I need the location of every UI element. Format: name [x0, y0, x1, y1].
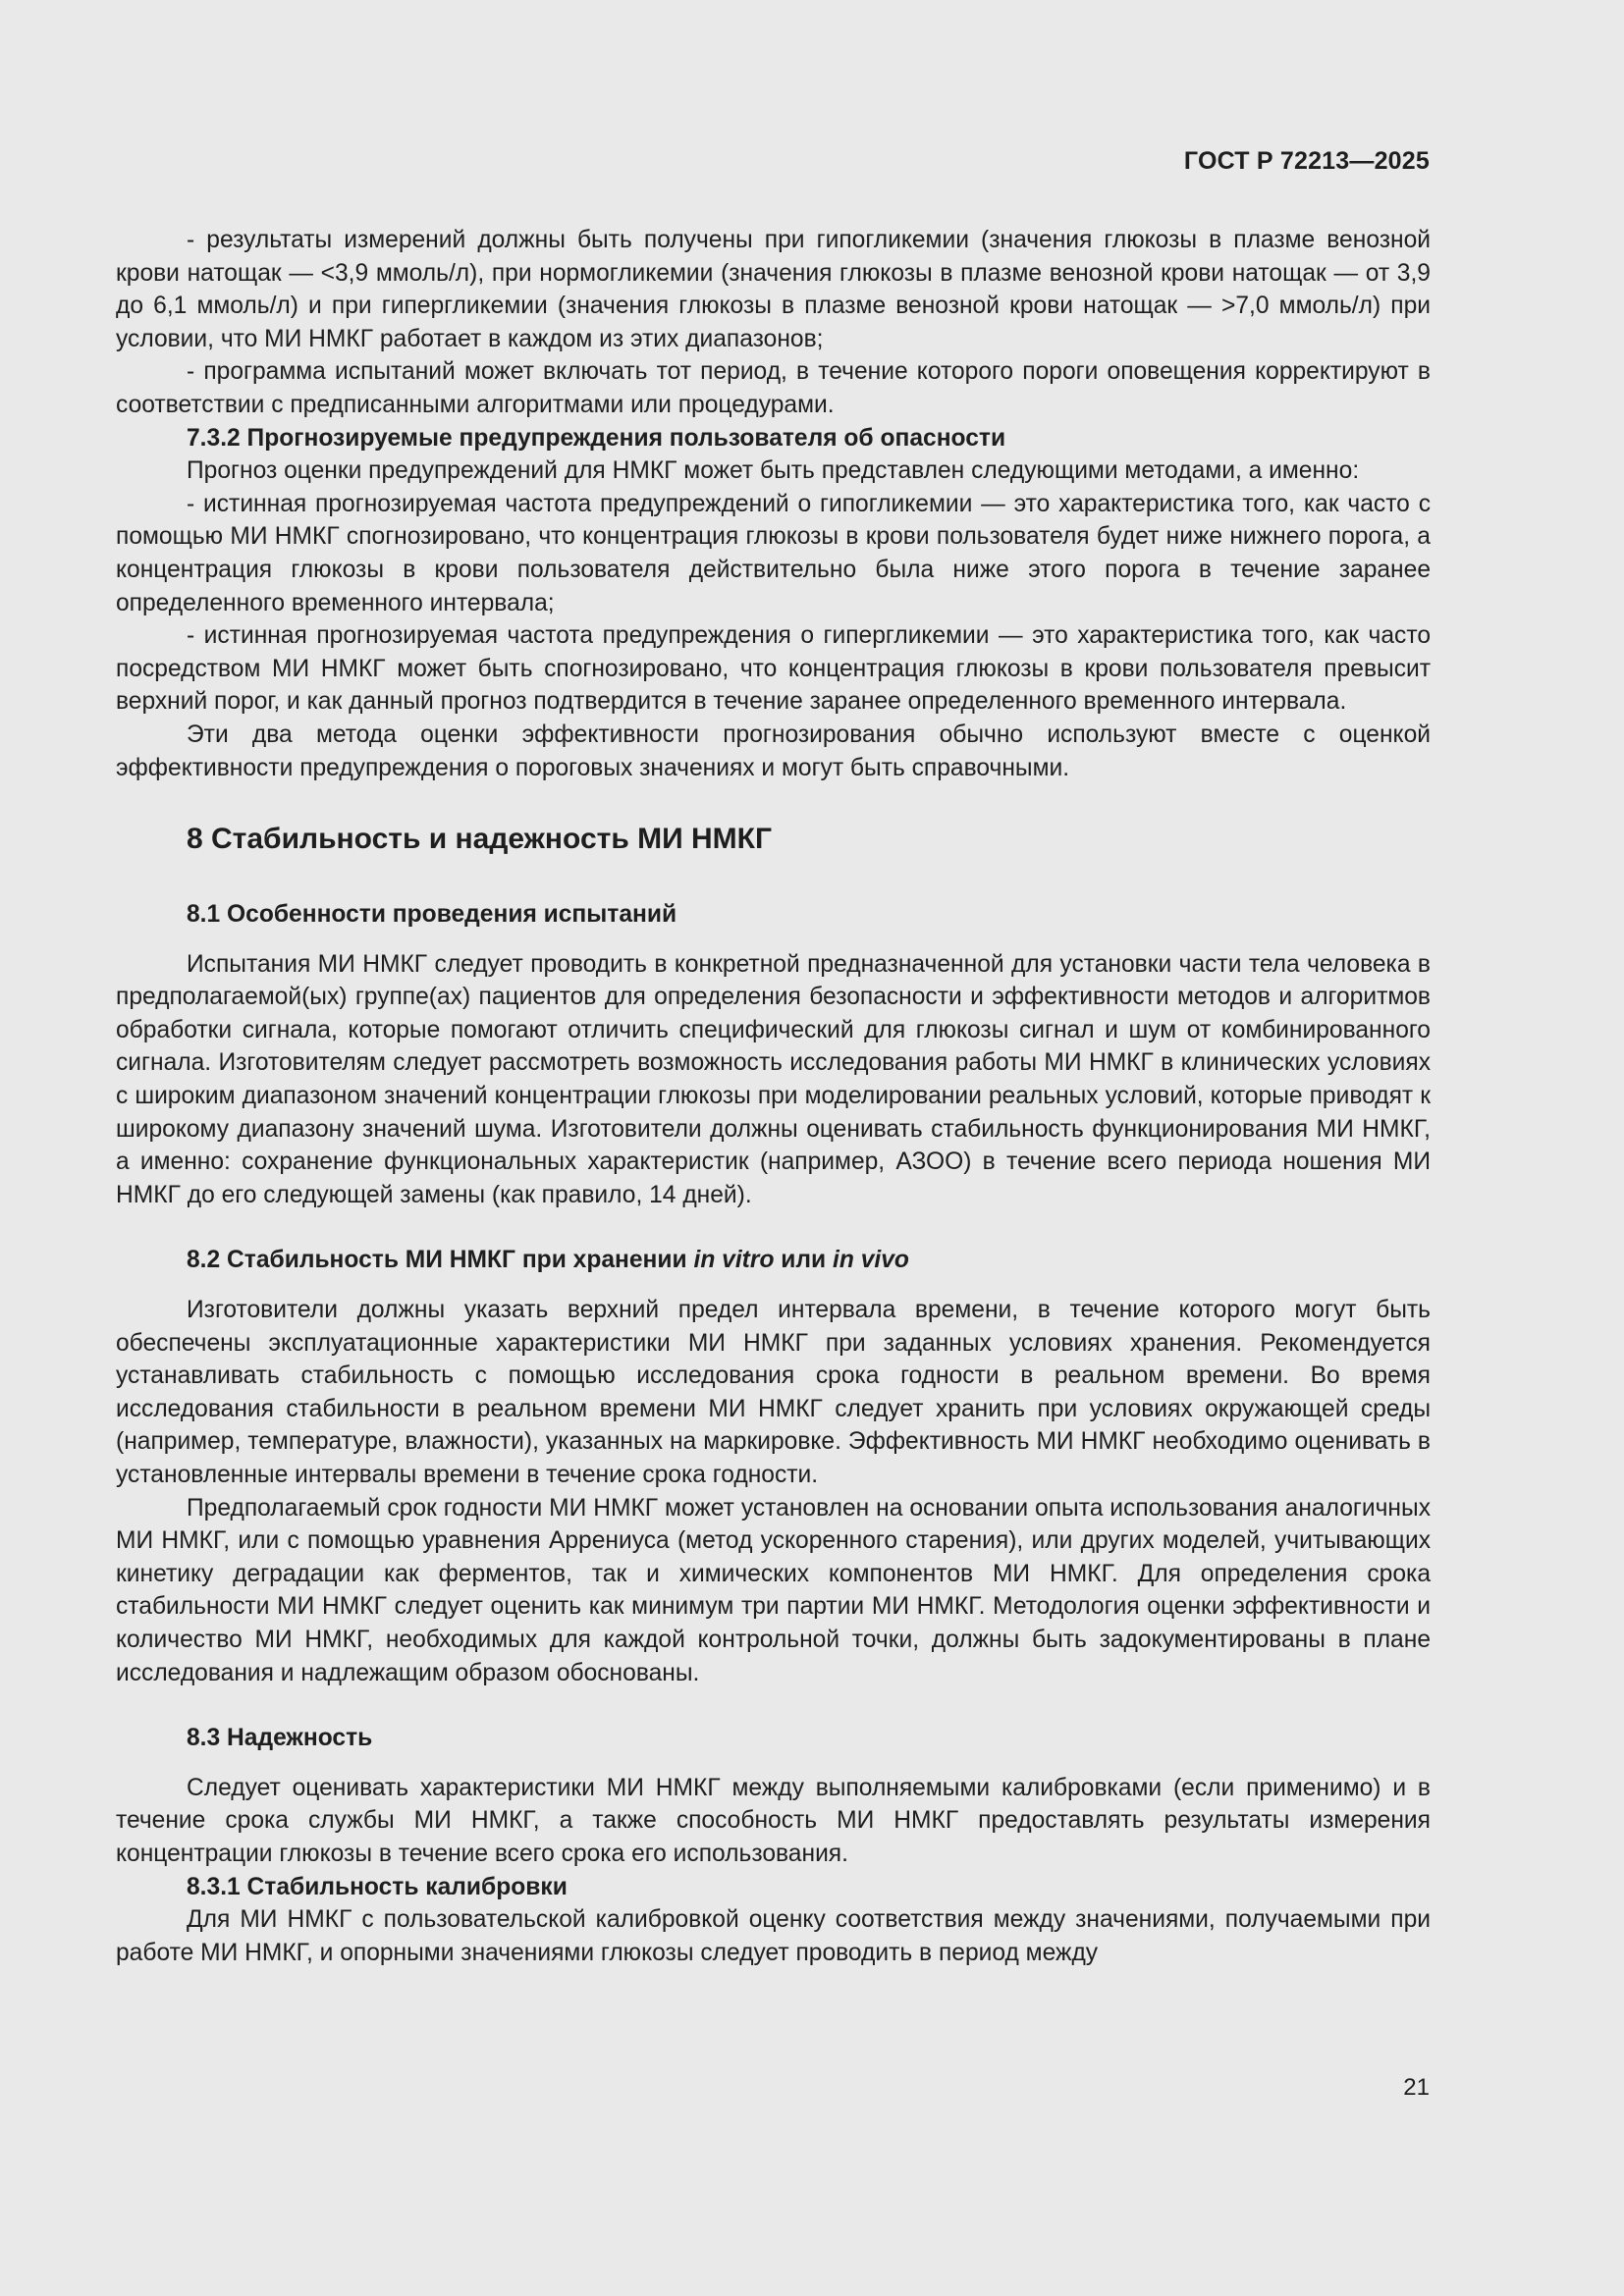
section-heading-8-1: 8.1 Особенности проведения испытаний [187, 901, 677, 929]
paragraph-forecast-methods: Прогноз оценки предупреждений для НМКГ может быть представлен следующими методами, а именно: [187, 457, 1360, 485]
document-body [116, 224, 1431, 1969]
paragraph-calibration-stability: Для МИ НМКГ с пользовательской калибровкой оценку соответствия между значениями, получаемыми при работе МИ НМКГ, и опорными значениями глюкозы следует проводить в период между [116, 1906, 1431, 1966]
subsection-heading-8-3-1: 8.3.1 Стабильность калибровки [187, 1873, 568, 1900]
subsection-heading-7-3-2: 7.3.2 Прогнозируемые предупреждения пользователя об опасности [187, 424, 1006, 452]
section-heading-8-2: 8.2 Стабильность МИ НМКГ при хранении in vitro или in vivo [187, 1247, 909, 1274]
page-number: 21 [1403, 2074, 1430, 2101]
document-standard-header: ГОСТ Р 72213—2025 [1183, 147, 1430, 175]
paragraph-testing-features: Испытания МИ НМКГ следует проводить в конкретной предназначенной для установки части тела человека в предполагаемой(ых) группе(ах) пациентов для определения безопасности и эффективности методов и алгоритмов обработки сигнала, которые помогают отличить специфический для глюкозы сигнал и шум от комбинированного сигнала. Изготовителям следует рассмотреть возможность исследования работы МИ НМКГ в клинических условиях с широким диапазоном значений концентрации глюкозы при моделировании реальных условий, которые приводят к широкому диапазону значений шума. Изготовители должны оценивать стабильность функционирования МИ НМКГ, а именно: сохранение функциональных характеристик (например, АЗОО) в течение всего периода ношения МИ НМКГ до его следующей замены (как правило, 14 дней). [116, 950, 1431, 1208]
paragraph-hyperglycemia-forecast: - истинная прогнозируемая частота предупреждения о гипергликемии — это характеристика того, как часто посредством МИ НМКГ может быть спогнозировано, что концентрация глюкозы в крови пользователя превысит верхний порог, и как данный прогноз подтвердится в течение заранее определенного временного интервала. [116, 622, 1431, 716]
paragraph-storage-stability: Изготовители должны указать верхний предел интервала времени, в течение которого могут быть обеспечены эксплуатационные характеристики МИ НМКГ при заданных условиях хранения. Рекомендуется устанавливать стабильность с помощью исследования срока годности в реальном времени. Во время исследования стабильности в реальном времени МИ НМКГ следует хранить при условиях окружающей среды (например, температуре, влажности), указанных на маркировке. Эффективность МИ НМКГ необходимо оценивать в установленные интервалы времени в течение срока годности. [116, 1297, 1431, 1488]
section-heading-8-3: 8.3 Надежность [187, 1725, 373, 1752]
paragraph-shelf-life: Предполагаемый срок годности МИ НМКГ может установлен на основании опыта использования аналогичных МИ НМКГ, или с помощью уравнения Аррениуса (метод ускоренного старения), или других моделей, учитывающих кинетику деградации как ферментов, так и химических компонентов МИ НМКГ. Для определения срока стабильности МИ НМКГ следует оценить как минимум три партии МИ НМКГ. Методология оценки эффективности и количество МИ НМКГ, необходимых для каждой контрольной точки, должны быть задокументированы в плане исследования и надлежащим образом обоснованы. [116, 1494, 1431, 1686]
paragraph-reliability: Следует оценивать характеристики МИ НМКГ между выполняемыми калибровками (если применимо) и в течение срока службы МИ НМКГ, а также способность МИ НМКГ предоставлять результаты измерения концентрации глюкозы в течение всего срока его использования. [116, 1774, 1431, 1867]
paragraph-methods-usage: Эти два метода оценки эффективности прогнозирования обычно используют вместе с оценкой эффективности предупреждения о пороговых значениях и могут быть справочными. [116, 721, 1431, 781]
section-heading-8: 8 Стабильность и надежность МИ НМКГ [187, 823, 772, 856]
paragraph-glucose-ranges: - результаты измерений должны быть получены при гипогликемии (значения глюкозы в плазме венозной крови натощак — <3,9 ммоль/л), при нормогликемии (значения глюкозы в плазме венозной крови натощак — от 3,9 до 6,1 ммоль/л) и при гипергликемии (значения глюкозы в плазме венозной крови натощак — >7,0 ммоль/л) при условии, что МИ НМКГ работает в каждом из этих диапазонов; [116, 227, 1431, 352]
paragraph-test-program: - программа испытаний может включать тот период, в течение которого пороги оповещения корректируют в соответствии с предписанными алгоритмами или процедурами. [116, 358, 1431, 418]
paragraph-hypoglycemia-forecast: - истинная прогнозируемая частота предупреждений о гипогликемии — это характеристика того, как часто с помощью МИ НМКГ спогнозировано, что концентрация глюкозы в крови пользователя будет ниже нижнего порога, а концентрация глюкозы в крови пользователя действительно была ниже этого порога в течение заранее определенного временного интервала; [116, 490, 1431, 616]
